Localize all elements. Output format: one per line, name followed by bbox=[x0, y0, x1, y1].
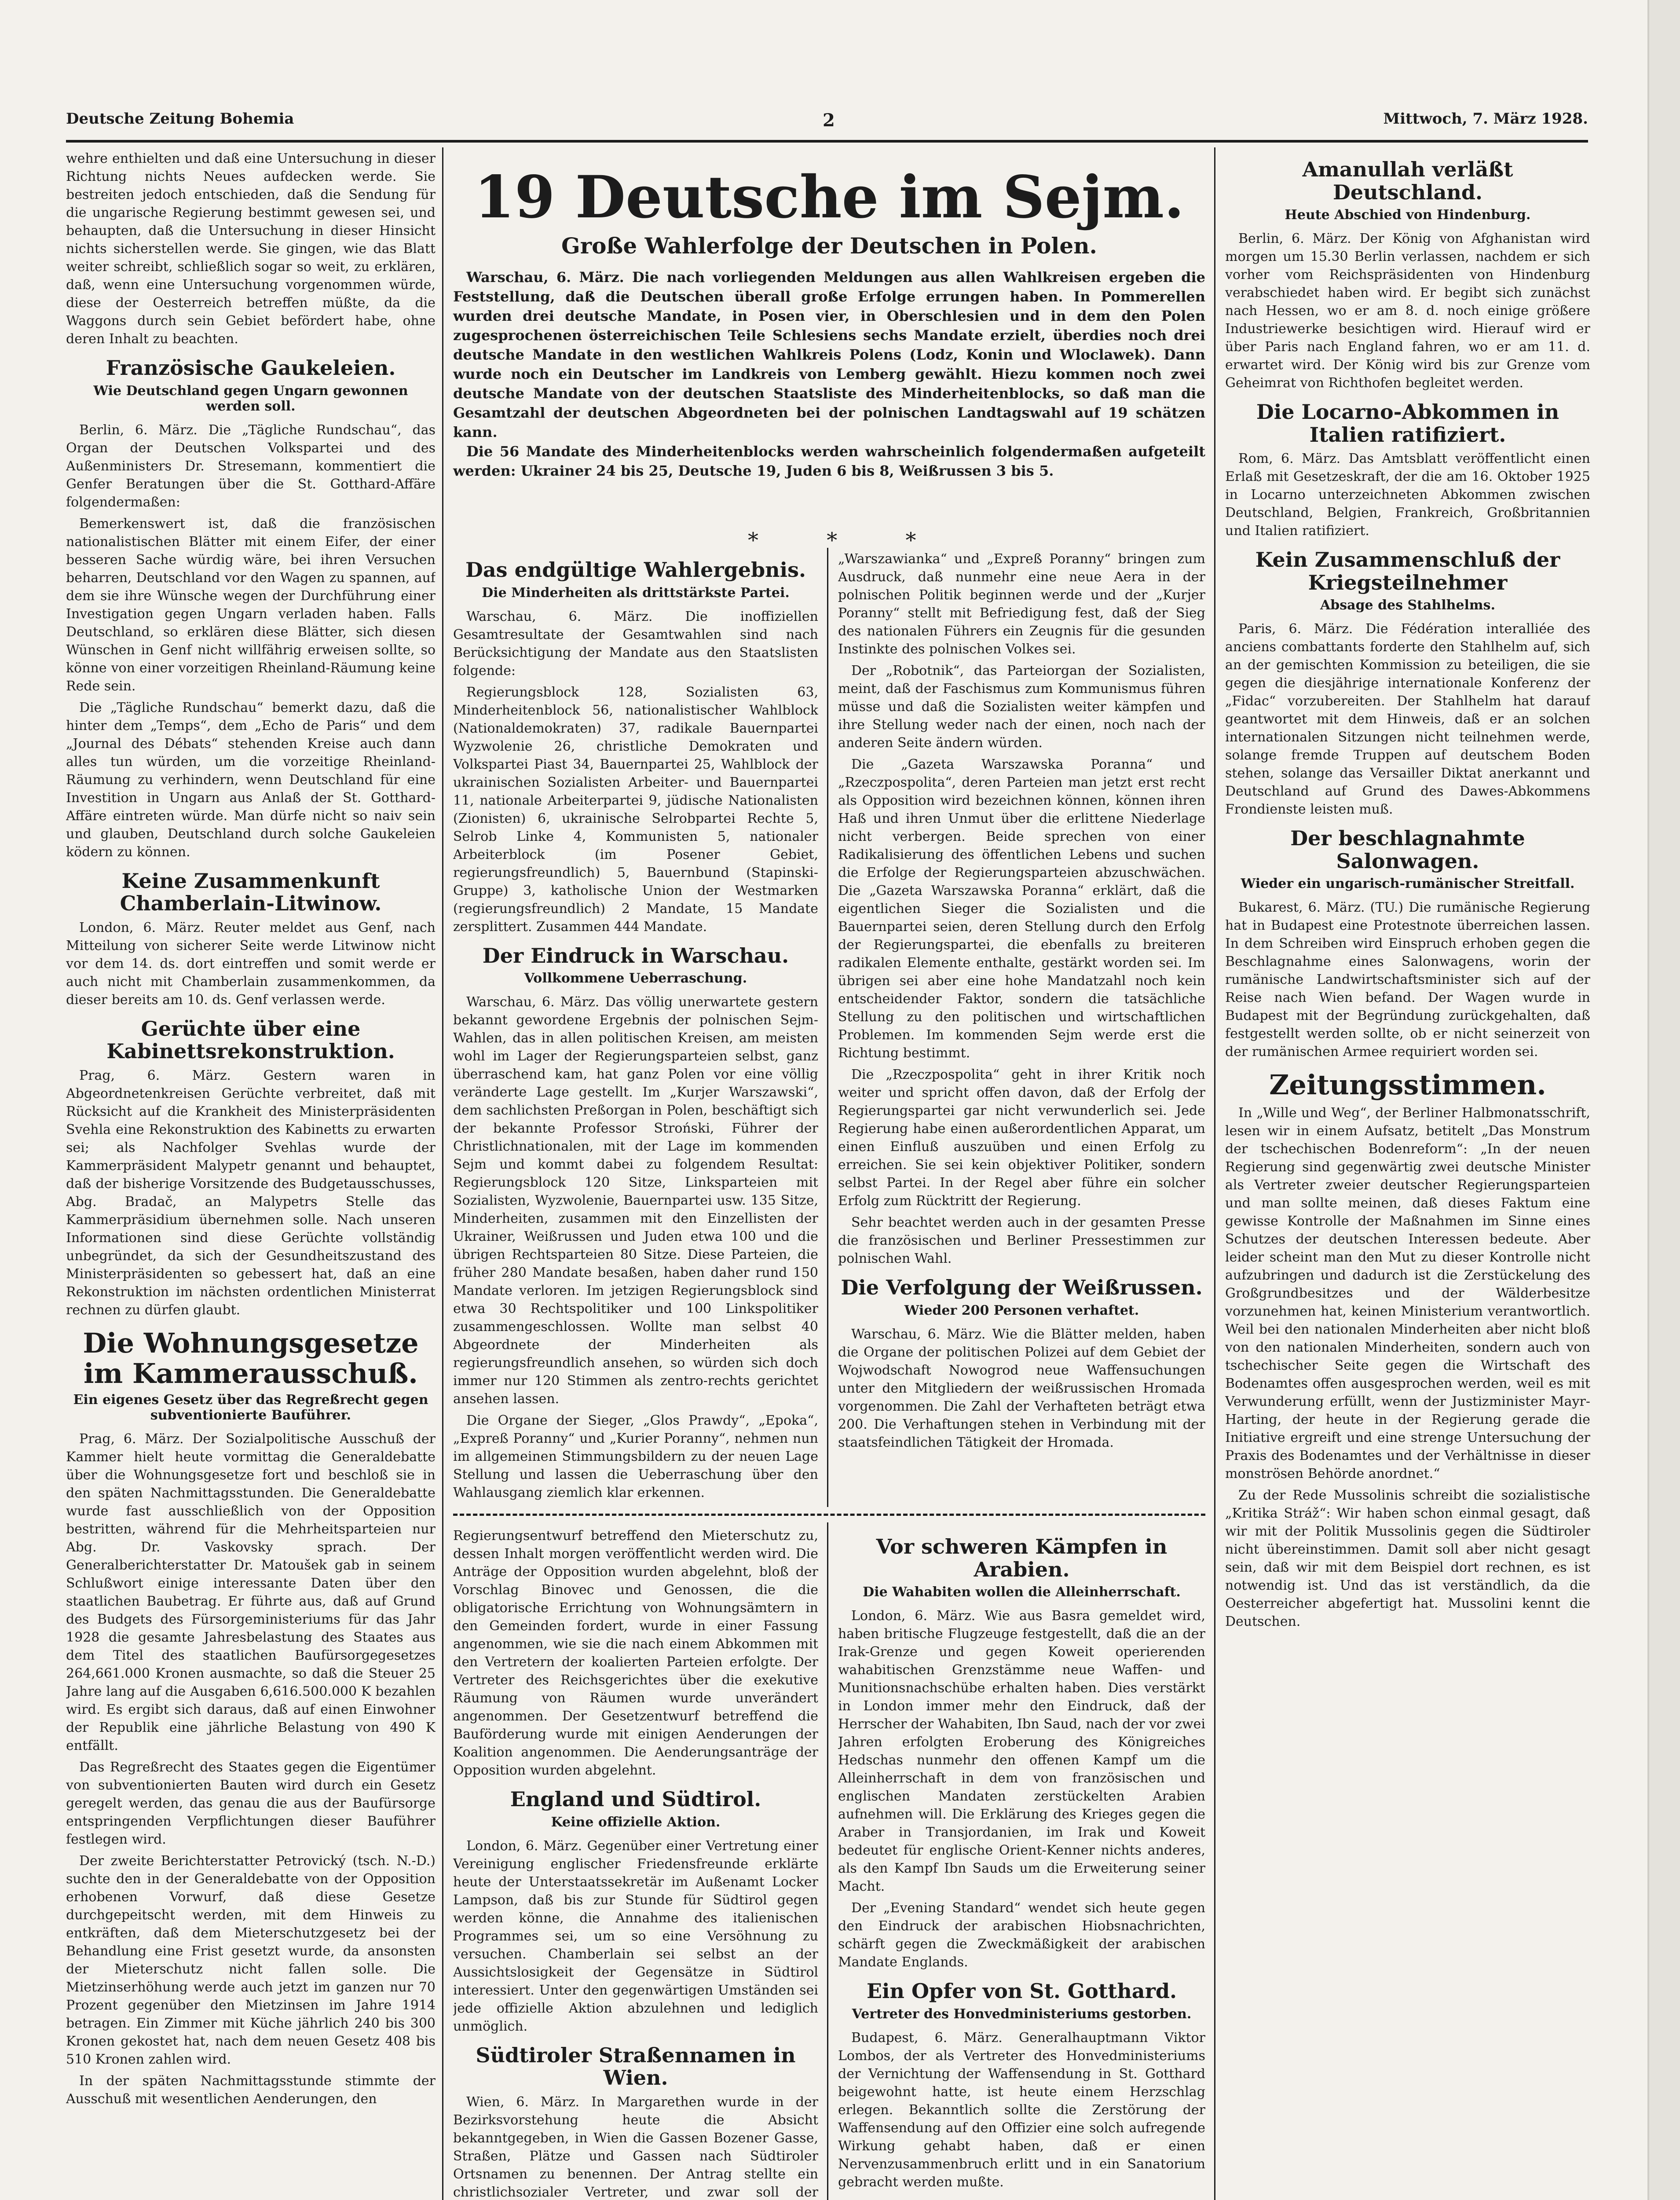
headline: Kein Zusammenschluß der Kriegsteilnehmer bbox=[1255, 548, 1560, 594]
subheadline: Wie Deutschland gegen Ungarn gewonnen werden soll. bbox=[93, 383, 408, 414]
headline: Die Wohnungsgesetze im Kammerausschuß. bbox=[83, 1327, 419, 1390]
lead-subheadline: Große Wahlerfolge der Deutschen in Polen. bbox=[561, 232, 1097, 259]
article-text: Paris, 6. März. Die Fédération interalliée des anciens combattants forderte den Stahlhelm auf, sich an der gemischten Kommission zu beteiligen, die sie gegen die diesjährige internationale Konferenz der „Fidac“ vorzubereiten. Der Stahlhelm hat darauf geantwortet mit dem Hinweis, daß er an solchen internationalen Sitzungen nicht teilnehmen werde, solange fremde Truppen auf deutschem Boden stehen, solange das Versailler Diktat anerkannt und Deutschland auf Grund des Dawes-Abkommens Frondienste leisten muß. bbox=[1225, 621, 1590, 818]
lead-article bbox=[453, 163, 1205, 480]
subheadline: Die Wahabiten wollen die Alleinherrschaft. bbox=[863, 1584, 1181, 1600]
subheadline: Vollkommene Ueberraschung. bbox=[524, 971, 747, 986]
headline: England und Südtirol. bbox=[510, 1787, 761, 1811]
subheadline: Vertreter des Honvedministeriums gestorben. bbox=[852, 2006, 1192, 2022]
headline: Der Eindruck in Warschau. bbox=[482, 943, 789, 968]
article-continuation: wehre enthielten und daß eine Untersuchung in dieser Richtung nichts Neues aufdecken werde. Sie bestreiten jedoch entschieden, daß die Sendung für die ungarische Regierung bestimmt gewesen sei, und behaupten, daß die Untersuchung in dieser Hinsicht nichts sicherstellen werde. Sie gingen, wie das Blatt weiter schreibt, schließlich sogar so weit, zu erklären, daß, wenn eine Untersuchung vorgenommen würde, diese der Oesterreich betreffen müßte, da die Waggons durch sein Gebiet befördert habe, ohne deren Inhalt zu beachten. bbox=[66, 151, 436, 347]
article-text: London, 6. März. Gegenüber einer Vertretung einer Vereinigung englischer Friedensfreunde erklärte heute der Unterstaatssekretär im Außenamt Locker Lampson, daß bis zur Stunde für Südtirol gegen werden könne, die Annahme des italienischen Programmes sei, um so eine Versöhnung zu versuchen. Chamberlain sei selbst an der Aussichtslosigkeit der Gegensätze in Südtirol interessiert. Unter den gegenwärtigen Umständen sei jede offizielle Aktion abzulehnen und lediglich unmöglich. bbox=[453, 1838, 818, 2034]
article-text: London, 6. März. Wie aus Basra gemeldet wird, haben britische Flugzeuge festgestellt, daß die an der Irak-Grenze und gegen Koweit operierenden wahabitischen Grenzstämme neue Waffen- und Munitionsnachschübe erhalten haben. Dies verstärkt in London immer mehr den Eindruck, daß der Herrscher der Wahabiten, Ibn Saud, nach der vor zwei Jahren erfolgten Eroberung des Königreiches Hedschas nunmehr den offenen Kampf um die Alleinherrschaft in dem von französischen und englischen Mandaten zerstückelten Arabien aufnehmen will. Die Erklärung des Krieges gegen die Araber in Transjordanien, im Irak und Koweit bedeutet für englische Orient-Kenner nichts anderes, als den Kampf Ibn Sauds um die Erweiterung seiner Macht. bbox=[838, 1608, 1205, 1895]
article-text: Prag, 6. März. Der Sozialpolitische Ausschuß der Kammer hielt heute vormittag die Generaldebatte über die Wohnungsgesetze fort und beschloß sie in den späten Nachmittagsstunden. Die Generaldebatte wurde fast ausschließlich von der Opposition bestritten, während für die Mehrheitsparteien nur Abg. Dr. Vaskovsky sprach. Der Generalberichterstatter Dr. Matoušek gab in seinem Schlußwort einige interessante Daten über den staatlichen Baubetrag. Er führte aus, daß auf Grund des Budgets des Fürsorgeministeriums für das Jahr 1928 die gesamte Jahresbelastung des Staates aus dem Titel des staatlichen Baufürsorgegesetzes 264,661.000 Kronen ausmachte, so daß die Steuer 25 Jahre lang auf die Ausgaben 6,616.500.000 K bezahlen wird. Es ergibt sich daraus, daß auf einen Einwohner der Republik eine jährliche Belastung von 490 K entfällt. bbox=[66, 1431, 436, 1754]
headline: Zeitungsstimmen. bbox=[1269, 1069, 1546, 1101]
article-text: Das Regreßrecht des Staates gegen die Eigentümer von subventionierten Bauten wird durch ein Gesetz geregelt werden, das genau die aus der Baufürsorge entspringenden Verpflichtungen dieser Bauführer festlegen wird. bbox=[66, 1760, 436, 1848]
column-rule bbox=[827, 1522, 828, 2200]
article-text: Warschau, 6. März. Wie die Blätter melden, haben die Organe der politischen Polizei auf dem Gebiet der Wojwodschaft Nowogrod neue Waffensuchungen unter den Mitgliedern der weißrussischen Hromada vorgenommen. Die Zahl der Verhafteten beträgt etwa 200. Die Verhaftungen stehen in Verbindung mit der staatsfeindlichen Tätigkeit der Hromada. bbox=[838, 1326, 1205, 1450]
article-text: Rom, 6. März. Das Amtsblatt veröffentlicht einen Erlaß mit Gesetzeskraft, der die am 16. Oktober 1925 in Locarno unterzeichneten Abkommen zwischen Deutschland, Belgien, Frankreich, Großbritannien und Italien ratifiziert. bbox=[1225, 451, 1590, 539]
article-text: Regierungsblock 128, Sozialisten 63, Minderheitenblock 56, nationalistischer Wahlblock (Nationaldemokraten) 37, radikale Bauernpartei Wyzwolenie 26, christliche Demokraten und Volkspartei Piast 34, Bauernpartei 25, Wahlblock der ukrainischen Sozialisten Arbeiter- und Bauernpartei 11, nationale Arbeiterpartei 9, jüdische Nationalisten (Zionisten) 6, ukrainische Selrobpartei Rechte 5, Selrob Linke 4, Kommunisten 5, nationaler Arbeiterblock (im Posener Gebiet, regierungsfreundlich) 5, Bauernbund (Stapinski-Gruppe) 3, katholische Union der Westmarken (regierungsfreundlich) 2 Mandate, 15 Mandate zersplittert. Zusammen 444 Mandate. bbox=[453, 684, 818, 935]
headline: Vor schweren Kämpfen in Arabien. bbox=[876, 1535, 1168, 1581]
headline: Das endgültige Wahlergebnis. bbox=[465, 558, 806, 582]
article-text: Der „Robotnik“, das Parteiorgan der Sozialisten, meint, daß der Faschismus zum Kommunismus führen müsse und daß die Sozialisten weiter kämpfen und ihre Stellung weder nach der einen, noch nach der anderen Seite ändern würden. bbox=[838, 663, 1205, 751]
page-seam bbox=[453, 1514, 1205, 1516]
headline: Die Verfolgung der Weißrussen. bbox=[841, 1276, 1203, 1299]
article-text: Sehr beachtet werden auch in der gesamten Presse die französischen und Berliner Pressestimmen zur polnischen Wahl. bbox=[838, 1215, 1205, 1266]
article-text: Die Organe der Sieger, „Glos Prawdy“, „Epoka“, „Expreß Poranny“ und „Kurier Poranny“, nehmen nun im allgemeinen Stimmungsbildern zu der neuen Lage Stellung und lassen die Ueberraschung über den Wahlausgang ziemlich klar erkennen. bbox=[453, 1413, 818, 1501]
headline: Keine Zusammenkunft Chamberlain-Litwinow. bbox=[120, 869, 382, 916]
article-text: Die „Rzeczpospolita“ geht in ihrer Kritik noch weiter und spricht offen davon, daß der Erfolg der Regierungspartei gar nicht verwunderlich sei. Jede Regierung habe einen außerordentlichen Apparat, um einen Einfluß auszuüben und einen Erfolg zu erreichen. Sie sei kein objektiver Politiker, sondern selbst Partei. In der Regel aber führe ein solcher Erfolg zum Rücktritt der Regierung. bbox=[838, 1067, 1205, 1209]
article-text: Berlin, 6. März. Die „Tägliche Rundschau“, das Organ der Deutschen Volkspartei und des Außenministers Dr. Stresemann, kommentiert die Genfer Beratungen über die St. Gotthard-Affäre folgendermaßen: bbox=[66, 422, 436, 510]
column-rule bbox=[1214, 147, 1215, 2200]
column-2 bbox=[453, 550, 818, 1505]
issue-date: Mittwoch, 7. März 1928. bbox=[1383, 110, 1588, 128]
lead-text: Die 56 Mandate des Minderheitenblocks werden wahrscheinlich folgendermaßen aufgeteilt werden: Ukrainer 24 bis 25, Deutsche 19, Juden 6 bis 8, Weißrussen 3 bis 5. bbox=[453, 443, 1205, 479]
article-text: Warschau, 6. März. Das völlig unerwartete gestern bekannt gewordene Ergebnis der polnischen Sejm-Wahlen, das in allen politischen Kreisen, am meisten wohl im Lager der Regierungsparteien selbst, ganz überraschend kam, hat ganz Polen vor eine völlig veränderte Lage gestellt. Im „Kurjer Warszawski“, dem sachlichsten Preßorgan in Polen, beschäftigt sich der bekannte Professor Stroński, Führer der Christlichnationalen, mit der Lage im kommenden Sejm und kommt dabei zu folgendem Resultat: Regierungsblock 120 Sitze, Linksparteien mit Sozialisten, Wyzwolenie, Bauernpartei usw. 135 Sitze, Minderheiten, zusammen mit den Einzellisten der Ukrainer, Weißrussen und Juden etwa 100 und die übrigen Rechtsparteien 80 Sitze. Diese Parteien, die früher 280 Mandate besaßen, haben daher rund 150 Mandate verloren. Im jetzigen Regierungsblock sind etwa 30 Rechtspolitiker und 100 Linkspolitiker zusammengeschlossen. Wollte man selbst 40 Abgeordnete der Minderheiten als regierungsfreundlich ansehen, so würden sich doch immer nur 120 Stimmen als zentro-rechts gerichtet ansehen lassen. bbox=[453, 994, 818, 1407]
section-separator: * * * bbox=[748, 528, 947, 553]
article-text: Bemerkenswert ist, daß die französischen nationalistischen Blätter mit einem Eifer, der einer besseren Sache würdig wäre, bei ihren Versuchen beharren, Deutschland vor den Wagen zu spannen, auf dem sie ihre Wünsche wegen der Durchführung einer Investigation gegen Ungarn verladen haben. Falls Deutschland, so erklären diese Blätter, sich diesen Wünschen in Genf nicht willfährig erweisen sollte, so könne von einer vorzeitigen Rheinland-Räumung keine Rede sein. bbox=[66, 516, 436, 694]
subheadline: Absage des Stahlhelms. bbox=[1320, 598, 1496, 613]
column-rule bbox=[827, 548, 828, 1507]
scan-edge bbox=[1647, 0, 1680, 2200]
headline: Die Locarno-Abkommen in Italien ratifiziert. bbox=[1256, 400, 1559, 447]
article-text: In der späten Nachmittagsstunde stimmte der Ausschuß mit wesentlichen Aenderungen, den bbox=[66, 2073, 436, 2107]
column-1 bbox=[66, 150, 436, 2200]
headline: Gerüchte über eine Kabinettsrekonstruktion. bbox=[106, 1016, 395, 1063]
subheadline: Heute Abschied von Hindenburg. bbox=[1285, 207, 1531, 223]
column-rule bbox=[442, 147, 443, 2200]
page-number: 2 bbox=[823, 110, 835, 131]
subheadline: Ein eigenes Gesetz über das Regreßrecht gegen subventionierte Bauführer. bbox=[73, 1392, 428, 1423]
headline: Der beschlagnahmte Salonwagen. bbox=[1290, 826, 1525, 873]
subheadline: Die Minderheiten als drittstärkste Partei. bbox=[482, 585, 790, 601]
article-continuation: Regierungsentwurf betreffend den Mieterschutz zu, dessen Inhalt morgen veröffentlicht werden wird. Die Anträge der Opposition wurden abgelehnt, bloß der Vorschlag Binovec und Genossen, die die obligatorische Errichtung von Wohnungsämtern in den Gemeinden fordert, wurde in einer Fassung angenommen, wie sie die nach einem Abkommen mit den Vertretern der koalierten Parteien erfolgte. Der Vertreter des Reichsgerichtes über die exekutive Räumung von Räumen wurde unverändert angenommen. Der Gesetzentwurf betreffend die Bauförderung wurde mit einigen Aenderungen der Koalition angenommen. Die Aenderungsanträge der Opposition wurden abgelehnt. bbox=[453, 1528, 818, 1778]
headline: Ein Opfer von St. Gotthard. bbox=[866, 1979, 1177, 2003]
article-text: Die „Gazeta Warszawska Poranna“ und „Rzeczpospolita“, deren Parteien man jetzt erst recht als Opposition wird bezeichnen können, können ihren Haß und ihren Unmut über die erlittene Niederlage nicht verbergen. Beide sprechen von einer Radikalisierung des öffentlichen Lebens und suchen die Erfolge der Regierungsparteien abzuschwächen. Die „Gazeta Warszawska Poranna“ erklärt, daß die eigentlichen Sieger die Sozialisten und die Bauernpartei seien, deren Stellung durch den Erfolg der Regierungspartei, die ebenfalls zu breiteren radikalen Elemente enthalte, gestärkt worden sei. Im übrigen sei aber eine hohe Mandatzahl noch kein entscheidender Faktor, sondern die tatsächliche Stellung zu den politischen und wirtschaftlichen Problemen. Im kommenden Sejm werde erst die Richtung bestimmt. bbox=[838, 757, 1205, 1061]
column-3 bbox=[838, 550, 1205, 1505]
article-text: Budapest, 6. März. Generalhauptmann Viktor Lombos, der als Vertreter des Honvedministeriums der Vernichtung der Waffensendung in St. Gotthard beigewohnt hatte, ist heute einem Herzschlag erlegen. Bekanntlich sollte die Zerstörung der Waffensendung auf den Offizier eine solch aufregende Wirkung gehabt haben, daß er einen Nervenzusammenbruch erlitt und in ein Sanatorium gebracht werden mußte. bbox=[838, 2030, 1205, 2190]
page-header bbox=[66, 110, 1588, 136]
column-2-lower bbox=[453, 1527, 818, 2200]
column-4 bbox=[1225, 150, 1590, 2200]
subheadline: Wieder 200 Personen verhaftet. bbox=[904, 1302, 1139, 1318]
article-text: In „Wille und Weg“, der Berliner Halbmonatsschrift, lesen wir in einem Aufsatz, betitelt „Das Monstrum der tschechischen Bodenreform“: „In der neuen Regierung sind gegenwärtig zwei deutsche Minister als Vertreter zweier deutscher Regierungsparteien und man sollte meinen, daß dieses Faktum eine gewisse Kontrolle der Maßnahmen im Sinne eines Schutzes der deutschen Interessen bedeute. Aber leider scheint man den Mut zu dieser Kontrolle nicht aufzubringen und dadurch ist die Zerstückelung des Großgrundbesitzes und der Wälderbesitze vorzunehmen hat, keinen Ministerium verantwortlich. Weil bei den nationalen Minderheiten aber nicht bloß von den nationalen Minderheiten, sondern auch von tschechischer Seite gegen die Wirtschaft des Bodenamtes offen ausgesprochen werden, weil es mit Verwunderung erfüllt, wenn der Justizminister Mayr-Harting, der heute in der Regierung gerade die Initiative ergreift und eine strenge Untersuchung der Praxis des Bodenamtes und der Verhältnisse in dieser monströsen Behörde anordnet.“ bbox=[1225, 1105, 1590, 1481]
article-text: London, 6. März. Reuter meldet aus Genf, nach Mitteilung von sicherer Seite werde Litwinow nicht vor dem 14. ds. dort eintreffen und somit werde er auch nicht mit Chamberlain zusammenkommen, da dieser bereits am 10. ds. Genf verlassen werde. bbox=[66, 920, 436, 1008]
headline: Südtiroler Straßennamen in Wien. bbox=[476, 2043, 796, 2090]
lead-headline: 19 Deutsche im Sejm. bbox=[474, 163, 1185, 231]
article-text: Prag, 6. März. Gestern waren in Abgeordnetenkreisen Gerüchte verbreitet, daß mit Rücksicht auf die Krankheit des Ministerpräsidenten Svehla eine Rekonstruktion des Kabinetts zu erwarten sei; als Nachfolger Svehlas wurde der Kammerpräsident Malypetr genannt und behauptet, daß der bisherige Vorsitzende des Budgetausschusses, Abg. Bradač, an Malypetrs Stelle das Kammerpräsidium übernehmen solle. Nach unseren Informationen sind diese Gerüchte vollständig unbegründet, da sich der Gesundheitszustand des Ministerpräsidenten so gebessert hat, daß an eine Rekonstruktion im nächsten ordentlichen Ministerrat rechnen zu dürfen glaubt. bbox=[66, 1067, 436, 1318]
article-text: Wien, 6. März. In Margarethen wurde in der Bezirksvorstehung heute die Absicht bekanntgegeben, in Wien die Gassen Bozener Gasse, Straßen, Plätze und Gassen nach Südtiroler Ortsnamen zu benennen. Der Antrag stellte ein christlichsozialer Vertreter, und zwar soll der bbox=[453, 2094, 818, 2200]
newspaper-name: Deutsche Zeitung Bohemia bbox=[66, 110, 294, 128]
headline: Amanullah verläßt Deutschland. bbox=[1302, 158, 1513, 204]
column-3-lower bbox=[838, 1527, 1205, 2200]
subheadline: Keine offizielle Aktion. bbox=[551, 1814, 721, 1830]
lead-text: Warschau, 6. März. Die nach vorliegenden Meldungen aus allen Wahlkreisen ergeben die Feststellung, daß die Deutschen überall große Erfolge errungen haben. In Pommerellen wurden drei deutsche Mandate, in Posen vier, in Oberschlesien und in dem den Polen zugesprochenen österreichischen Teile Schlesiens sechs Mandate erzielt, überdies noch drei deutsche Mandate in den westlichen Wahlkreis Polens (Lodz, Konin und Wloclawek). Dann wurde noch ein Deutscher im Landkreis von Lemberg gewählt. Hiezu kommen noch zwei deutsche Mandate von der deutschen Staatsliste des Minderheitenblocks, so daß man die Gesamtzahl der deutschen Abgeordneten bei der polnischen Landtagswahl auf 19 schätzen kann. bbox=[453, 268, 1205, 440]
article-text: „Warszawianka“ und „Expreß Poranny“ bringen zum Ausdruck, daß nunmehr eine neue Aera in der polnischen Politik beginnen werde und der „Kurjer Poranny“ stellt mit Befriedigung fest, daß der Sieg des nationalen Führers ein Zeugnis für die gesunden Instinkte des polnischen Volkes sei. bbox=[838, 551, 1205, 657]
article-text: Zu der Rede Mussolinis schreibt die sozialistische „Kritika Stráž“: Wir haben schon einmal gesagt, daß wir mit der Politik Mussolinis gegen die Südtiroler nicht übereinstimmen. Damit soll aber nicht gesagt sein, daß wir mit dem Beispiel dort rechnen, es ist notwendig ist. Und das ist verständlich, da die Oesterreicher abgefertigt hat. Mussolini kennt die Deutschen. bbox=[1225, 1487, 1590, 1629]
article-text: Die „Tägliche Rundschau“ bemerkt dazu, daß die hinter dem „Temps“, dem „Echo de Paris“ und dem „Journal des Débats“ stehenden Kreise auch dann alles tun würden, um die vorzeitige Rheinland-Räumung zu verhindern, wenn Deutschland für eine Investition in Ungarn aus Anlaß der St. Gotthard-Affäre eintreten würde. Man dürfe nicht so naiv sein und glauben, Deutschland durch solche Gaukeleien ködern zu können. bbox=[66, 700, 436, 860]
article-text: Der „Evening Standard“ wendet sich heute gegen den Eindruck der arabischen Hiobsnachrichten, schärft gegen die Zweckmäßigkeit der arabischen Mandate Englands. bbox=[838, 1900, 1205, 1970]
subheadline: Wieder ein ungarisch-rumänischer Streitfall. bbox=[1241, 876, 1575, 892]
article-text: Bukarest, 6. März. (TU.) Die rumänische Regierung hat in Budapest eine Protestnote überreichen lassen. In dem Schreiben wird Einspruch erhoben gegen die Beschlagnahme eines Salonwagens, worin der rumänische Landwirtschaftsminister sich auf der Reise nach Wien befand. Der Wagen wurde in Budapest mit der Begründung zurückgehalten, daß festgestellt werden sollte, ob er nicht seinerzeit von der rumänischen Armee requiriert worden sei. bbox=[1225, 900, 1590, 1060]
article-text: Berlin, 6. März. Der König von Afghanistan wird morgen um 15.30 Berlin verlassen, nachdem er sich vorher vom Reichspräsidenten von Hindenburg verabschiedet haben wird. Er begibt sich zunächst nach Hessen, wo er am 8. d. noch einige größere Industriewerke besichtigen wird. Hierauf wird er über Paris nach England fahren, wo er am 11. d. erwartet wird. Der König wird bis zur Grenze vom Geheimrat von Richthofen begleitet werden. bbox=[1225, 231, 1590, 391]
article-text: Warschau, 6. März. Die inoffiziellen Gesamtresultate der Gesamtwahlen sind nach Berücksichtigung der Mandate aus den Staatslisten folgende: bbox=[453, 609, 818, 678]
headline: Französische Gaukeleien. bbox=[106, 356, 396, 380]
article-text: Der zweite Berichterstatter Petrovický (tsch. N.-D.) suchte den in der Generaldebatte von der Opposition erhobenen Vorwurf, daß diese Gesetze durchgepeitscht werden, mit dem Hinweis zu entkräften, daß dem Mieterschutzgesetz bei der Behandlung eine Frist gesetzt wurde, da ansonsten der Mieterschutz nicht fallen solle. Die Mietzinserhöhung werde auch jetzt im ganzen nur 70 Prozent gegenüber den Mietzinsen im Jahre 1914 betragen. Ein Zimmer mit Küche jährlich 240 bis 300 Kronen gekostet hat, nach dem neuen Gesetz 408 bis 510 Kronen zahlen wird. bbox=[66, 1853, 436, 2068]
header-rule bbox=[66, 140, 1588, 143]
